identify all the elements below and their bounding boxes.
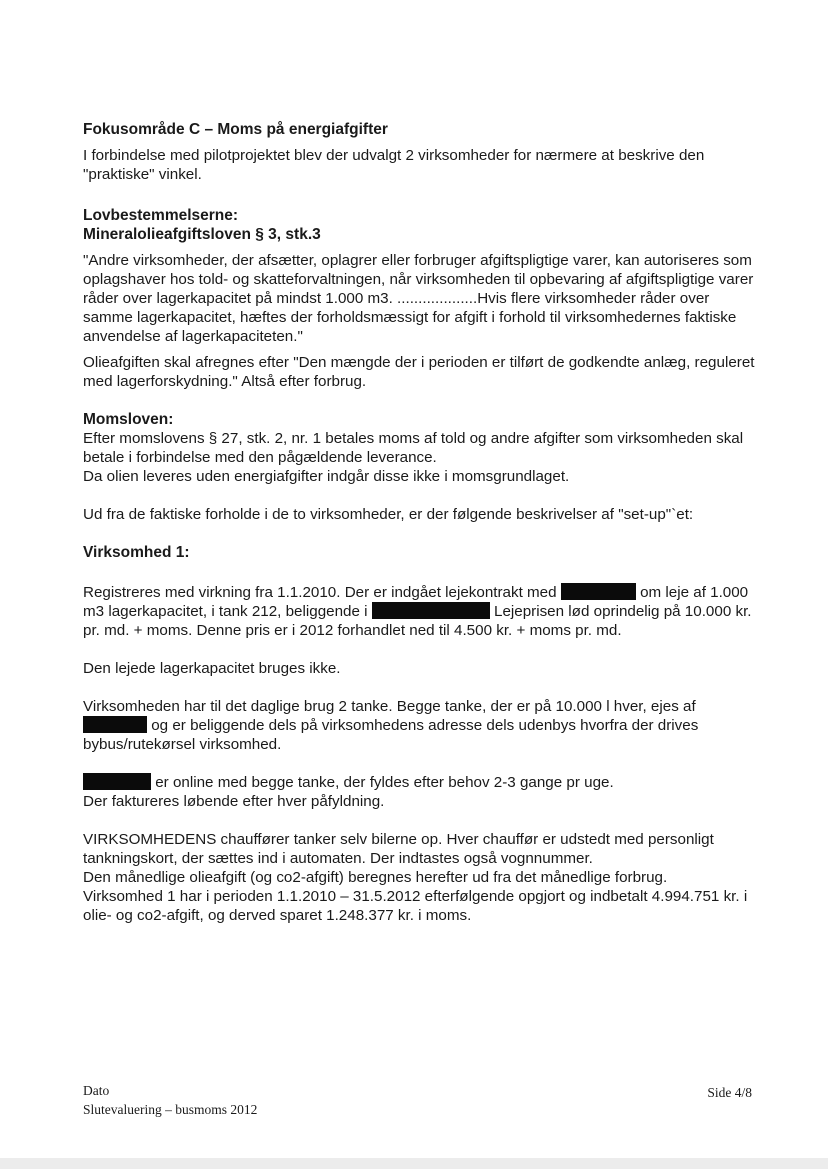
p1-text-c: Lejeprisen lød oprindelig på 10.000 kr. pr. md. + moms. Denne pris er i 2012 forhandlet ned til 4.500 kr. + moms pr. md. [83,603,752,639]
p3-text-b: og er beliggende dels på virksomhedens adresse dels udenbys hvorfra der drives bybus/rutekørsel virksomhed. [83,717,699,753]
footer-page-number: Side 4/8 [707,1085,752,1100]
company-paragraph-1 [83,583,763,640]
redaction-bar [372,602,490,619]
law-subheading: Mineralolieafgiftsloven § 3, stk.3 [83,226,321,243]
moms-text-1: Efter momslovens § 27, stk. 2, nr. 1 betales moms af told og andre afgifter som virksomheden skal betale i forbindelse med den pågældende leverance. [83,430,744,466]
footer-left [83,1081,257,1119]
footer-date-label: Dato [83,1083,110,1098]
section-intro: I forbindelse med pilotprojektet blev der udvalgt 2 virksomheder for nærmere at beskrive den "praktiske" vinkel. [83,147,705,183]
moms-heading: Momsloven: [83,411,174,428]
company-paragraph-2: Den lejede lagerkapacitet bruges ikke. [83,660,341,677]
law-note: Olieafgiften skal afregnes efter "Den mængde der i perioden er tilført de godkendte anlæg, reguleret med lagerforskydning." Altså efter forbrug. [83,354,755,390]
law-quote: "Andre virksomheder, der afsætter, oplagrer eller forbruger afgiftspligtige varer, kan autoriseres som oplagshaver hos told- og skatteforvaltningen, når virksomheden til opbevaring af afgiftspligtige varer råder over lagerkapacitet på mindst 1.000 m3. ...................Hvis flere virksomheder råder over samme lagerkapacitet, hæftes der forholdsmæssigt for afgift i forhold til virksomhedernes faktiske anvendelse af lagerkapaciteten." [83,252,754,345]
setup-intro: Ud fra de faktiske forholde i de to virksomheder, er der følgende beskrivelser af "set-up"`et: [83,506,694,523]
company-paragraph-5a: VIRKSOMHEDENS chauffører tanker selv bilerne op. Hver chauffør er udstedt med personligt tankningskort, der sættes ind i automaten. Der indtastes også vognnummer. [83,831,714,867]
p1-text-a: Registreres med virkning fra 1.1.2010. Der er indgået lejekontrakt med [83,584,557,601]
p1-text-b: om leje af 1.000 m3 lagerkapacitet, i tank 212, beliggende i [83,584,749,620]
company-paragraph-4b: Der faktureres løbende efter hver påfyldning. [83,793,385,810]
company-paragraph-3 [83,697,763,754]
company-heading: Virksomhed 1: [83,544,190,561]
footer-document-title: Slutevaluering – busmoms 2012 [83,1102,258,1117]
scan-edge [0,1158,828,1169]
section-title: Fokusområde C – Moms på energiafgifter [83,121,388,138]
redaction-bar [83,773,151,790]
moms-text-2: Da olien leveres uden energiafgifter indgår disse ikke i momsgrundlaget. [83,468,570,485]
p4-text-a: er online med begge tanke, der fyldes efter behov 2-3 gange pr uge. [155,774,614,791]
redaction-bar [83,716,147,733]
company-paragraph-5b: Den månedlige olieafgift (og co2-afgift) beregnes herefter ud fra det månedlige forbrug. [83,869,668,886]
company-paragraph-4 [83,773,763,792]
p3-text-a: Virksomheden har til det daglige brug 2 tanke. Begge tanke, der er på 10.000 l hver, ejes af [83,698,696,715]
redaction-bar [561,583,636,600]
law-heading: Lovbestemmelserne: [83,207,239,224]
page-content [83,120,763,925]
company-paragraph-5c: Virksomhed 1 har i perioden 1.1.2010 – 31.5.2012 efterfølgende opgjort og indbetalt 4.994.751 kr. i olie- og co2-afgift, og derved sparet 1.248.377 kr. i moms. [83,888,748,924]
